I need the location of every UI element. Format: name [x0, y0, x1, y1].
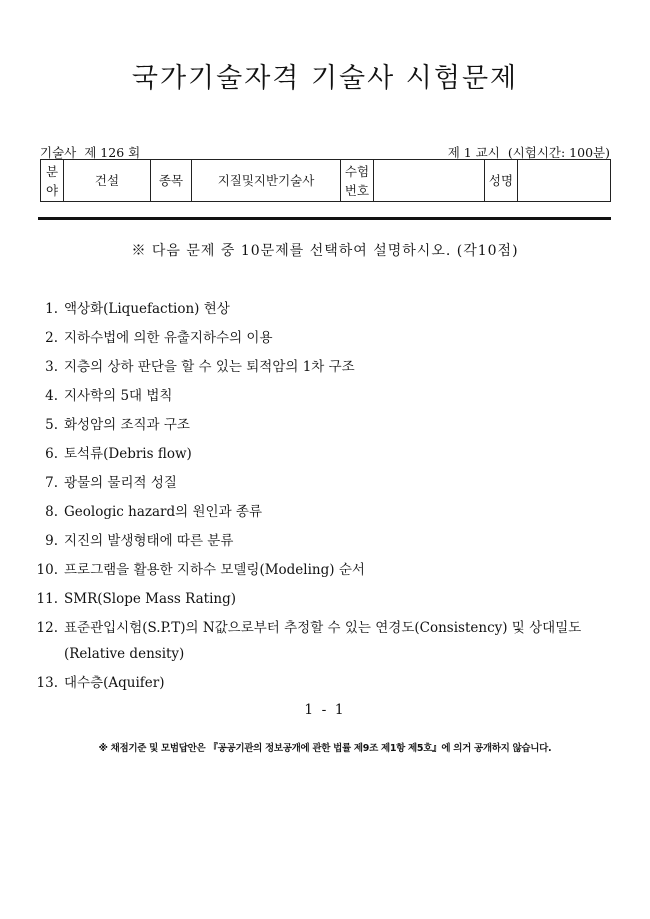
question-text: SMR(Slope Mass Rating) [64, 591, 237, 607]
question-number: 11. [36, 591, 58, 607]
question-item [30, 470, 620, 496]
category-label: 종목 [151, 160, 192, 202]
page-number: 1 - 1 [304, 702, 346, 718]
question-number: 8. [45, 504, 58, 520]
footer-note: ※ 채점기준 및 모범답안은 『공공기관의 정보공개에 관한 법률 제9조 제1항 제5호』에 의거 공개하지 않습니다. [98, 743, 552, 754]
question-item [30, 528, 620, 554]
instruction-text: ※ 다음 문제 중 10문제를 선택하여 설명하시오. (각10점) [131, 243, 519, 259]
field-value: 건설 [64, 160, 151, 202]
question-item [30, 670, 620, 696]
question-text: 지진의 발생형태에 따른 분류 [64, 533, 234, 549]
question-text: 지하수법에 의한 유출지하수의 이용 [64, 330, 273, 346]
question-number: 10. [36, 562, 58, 578]
question-item [30, 441, 620, 467]
question-text: 표준관입시험(S.P.T)의 N값으로부터 추정할 수 있는 연경도(Consistency) 및 상대밀도(Relative density) [64, 620, 582, 662]
question-text: 광물의 물리적 성질 [64, 475, 177, 491]
question-number: 6. [45, 446, 58, 462]
question-number: 7. [45, 475, 58, 491]
question-text: Geologic hazard의 원인과 종류 [64, 504, 262, 520]
question-text: 화성암의 조직과 구조 [64, 417, 190, 433]
question-text: 프로그램을 활용한 지하수 모델링(Modeling) 순서 [64, 562, 365, 578]
exam-period: 제 1 교시 [447, 145, 500, 160]
exam-round: 제 126 회 [84, 145, 141, 160]
question-text: 지사학의 5대 법칙 [64, 388, 173, 404]
exam-name: 기술사 [40, 145, 77, 160]
question-number: 3. [45, 359, 58, 375]
info-table [40, 159, 611, 202]
question-text: 대수층(Aquifer) [64, 675, 165, 691]
question-item [30, 586, 620, 612]
question-text: 액상화(Liquefaction) 현상 [64, 301, 230, 317]
question-number: 13. [36, 675, 58, 691]
question-item [30, 557, 620, 583]
question-item [30, 412, 620, 438]
question-item [30, 499, 620, 525]
exam-duration: (시험시간: 100분) [507, 145, 610, 160]
question-text: 토석류(Debris flow) [64, 446, 192, 462]
divider [38, 217, 611, 220]
question-number: 2. [45, 330, 58, 346]
exam-number-label: 수험번호 [341, 160, 374, 202]
question-number: 9. [45, 533, 58, 549]
page-title: 국가기술자격 기술사 시험문제 [131, 63, 519, 94]
name-label: 성명 [485, 160, 518, 202]
question-item [30, 615, 620, 667]
question-text: 지층의 상하 판단을 할 수 있는 퇴적암의 1차 구조 [64, 359, 355, 375]
question-item [30, 383, 620, 409]
question-number: 1. [45, 301, 58, 317]
question-item [30, 296, 620, 322]
question-number: 4. [45, 388, 58, 404]
question-number: 12. [36, 620, 58, 636]
question-item [30, 325, 620, 351]
field-label: 분야 [41, 160, 64, 202]
name-field[interactable] [518, 160, 611, 202]
category-value: 지질및지반기술사 [192, 160, 341, 202]
question-list [30, 296, 620, 699]
exam-number-field[interactable] [374, 160, 485, 202]
question-number: 5. [45, 417, 58, 433]
question-item [30, 354, 620, 380]
